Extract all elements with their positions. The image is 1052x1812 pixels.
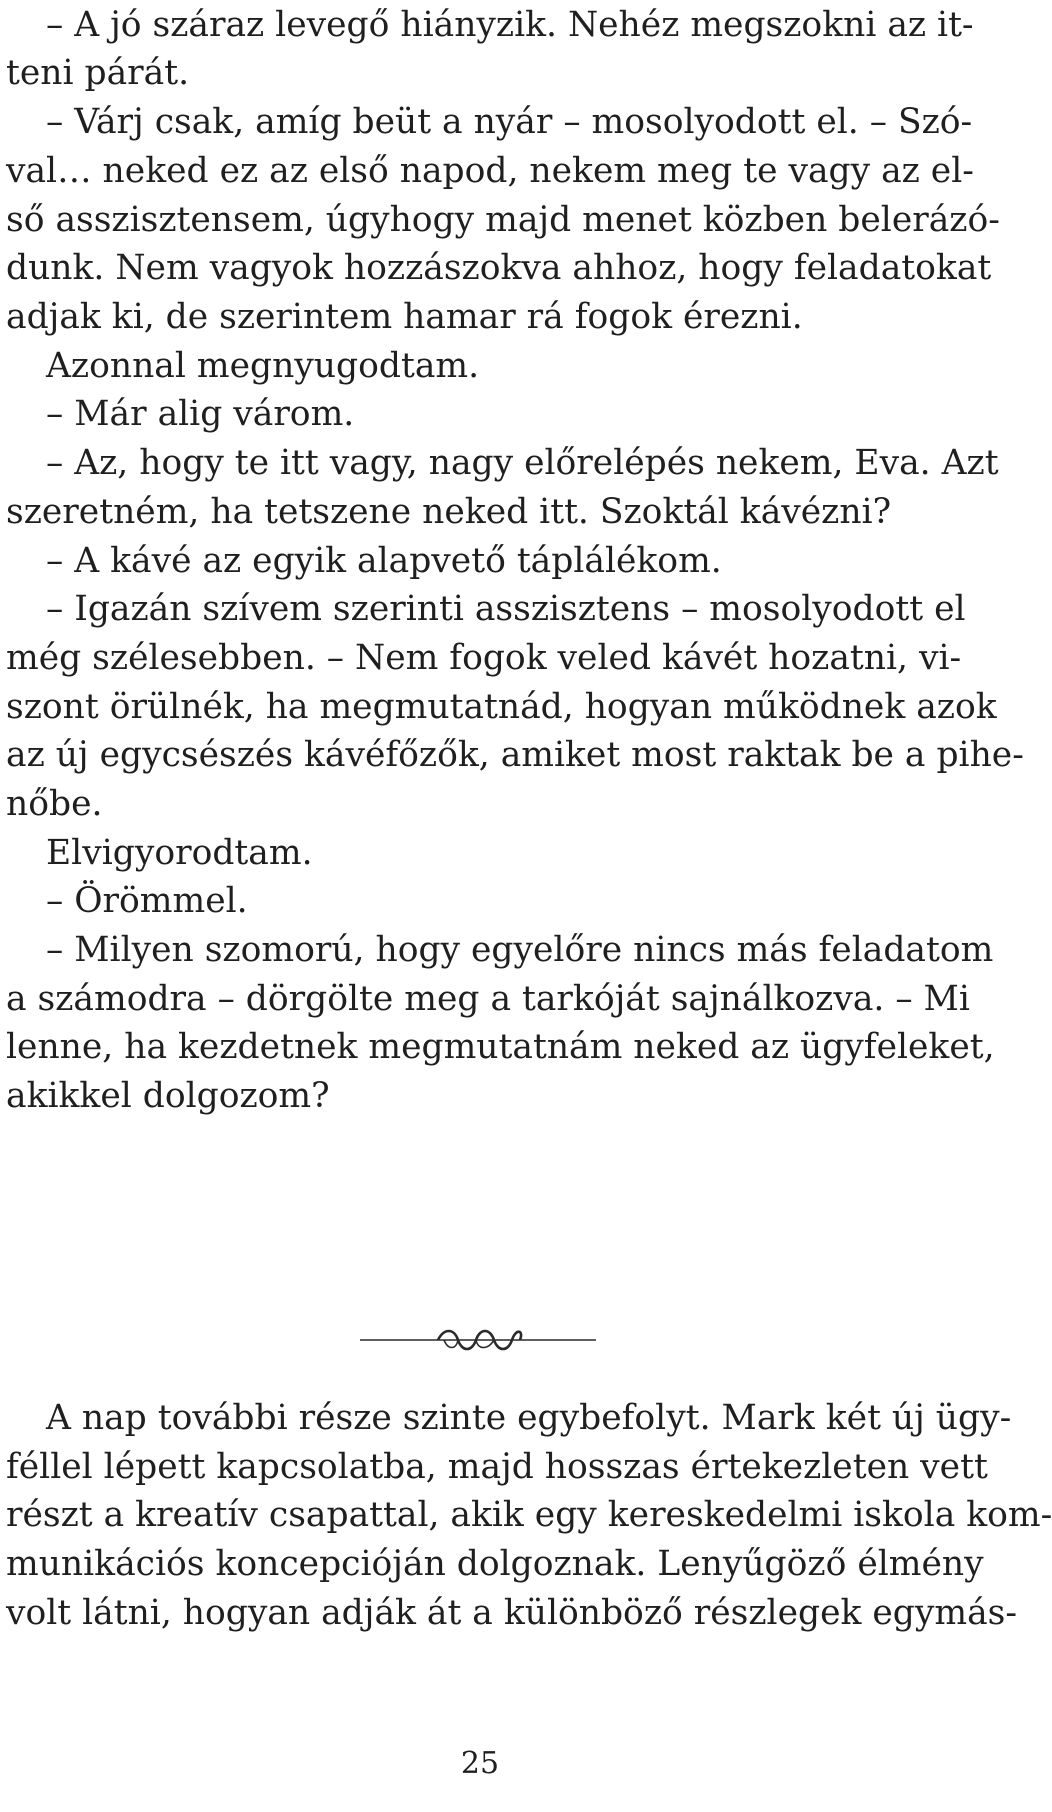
text-line: ső asszisztensem, úgyhogy majd menet közben belerázó- <box>6 200 1000 240</box>
text-line: – Várj csak, amíg beüt a nyár – mosolyodott el. – Szó- <box>46 102 973 142</box>
text-line: A nap további része szinte egybefolyt. Mark két új ügy- <box>46 1398 1012 1438</box>
text-line: – Már alig várom. <box>46 394 355 434</box>
text-line: a számodra – dörgölte meg a tarkóját sajnálkozva. – Mi <box>6 979 970 1019</box>
text-line: val… neked ez az első napod, nekem meg te vagy az el- <box>6 151 974 191</box>
section-divider-ornament <box>360 1320 596 1360</box>
text-line: dunk. Nem vagyok hozzászokva ahhoz, hogy feladatokat <box>6 248 992 288</box>
text-line: akikkel dolgozom? <box>6 1076 330 1116</box>
text-line: munikációs koncepcióján dolgoznak. Lenyűgöző élmény <box>6 1544 984 1584</box>
text-line: részt a kreatív csapattal, akik egy kereskedelmi iskola kom- <box>6 1495 1052 1535</box>
text-line: féllel lépett kapcsolatba, majd hosszas értekezleten vett <box>6 1447 988 1487</box>
page-number: 25 <box>460 1746 500 1781</box>
text-line: – A kávé az egyik alapvető táplálékom. <box>46 541 722 581</box>
text-line: adjak ki, de szerintem hamar rá fogok érezni. <box>6 297 803 337</box>
text-line: szeretném, ha tetszene neked itt. Szoktál kávézni? <box>6 492 892 532</box>
text-line: nőbe. <box>6 784 103 824</box>
text-line: Elvigyorodtam. <box>46 833 313 873</box>
text-line: szont örülnék, ha megmutatnád, hogyan működnek azok <box>6 687 997 727</box>
text-line: az új egycsészés kávéfőzők, amiket most raktak be a pihe- <box>6 735 1024 775</box>
text-line: lenne, ha kezdetnek megmutatnám neked az ügyfeleket, <box>6 1027 995 1067</box>
text-line: – Milyen szomorú, hogy egyelőre nincs más feladatom <box>46 930 994 970</box>
text-line: volt látni, hogyan adják át a különböző részlegek egymás- <box>6 1593 1017 1633</box>
text-line: – Az, hogy te itt vagy, nagy előrelépés nekem, Eva. Azt <box>46 443 999 483</box>
text-line: – A jó száraz levegő hiányzik. Nehéz megszokni az it- <box>46 5 974 45</box>
text-line: teni párát. <box>6 53 190 93</box>
text-line: Azonnal megnyugodtam. <box>46 346 480 386</box>
text-line: még szélesebben. – Nem fogok veled kávét hozatni, vi- <box>6 638 962 678</box>
text-line: – Örömmel. <box>46 881 248 921</box>
text-line: – Igazán szívem szerinti asszisztens – mosolyodott el <box>46 589 966 629</box>
